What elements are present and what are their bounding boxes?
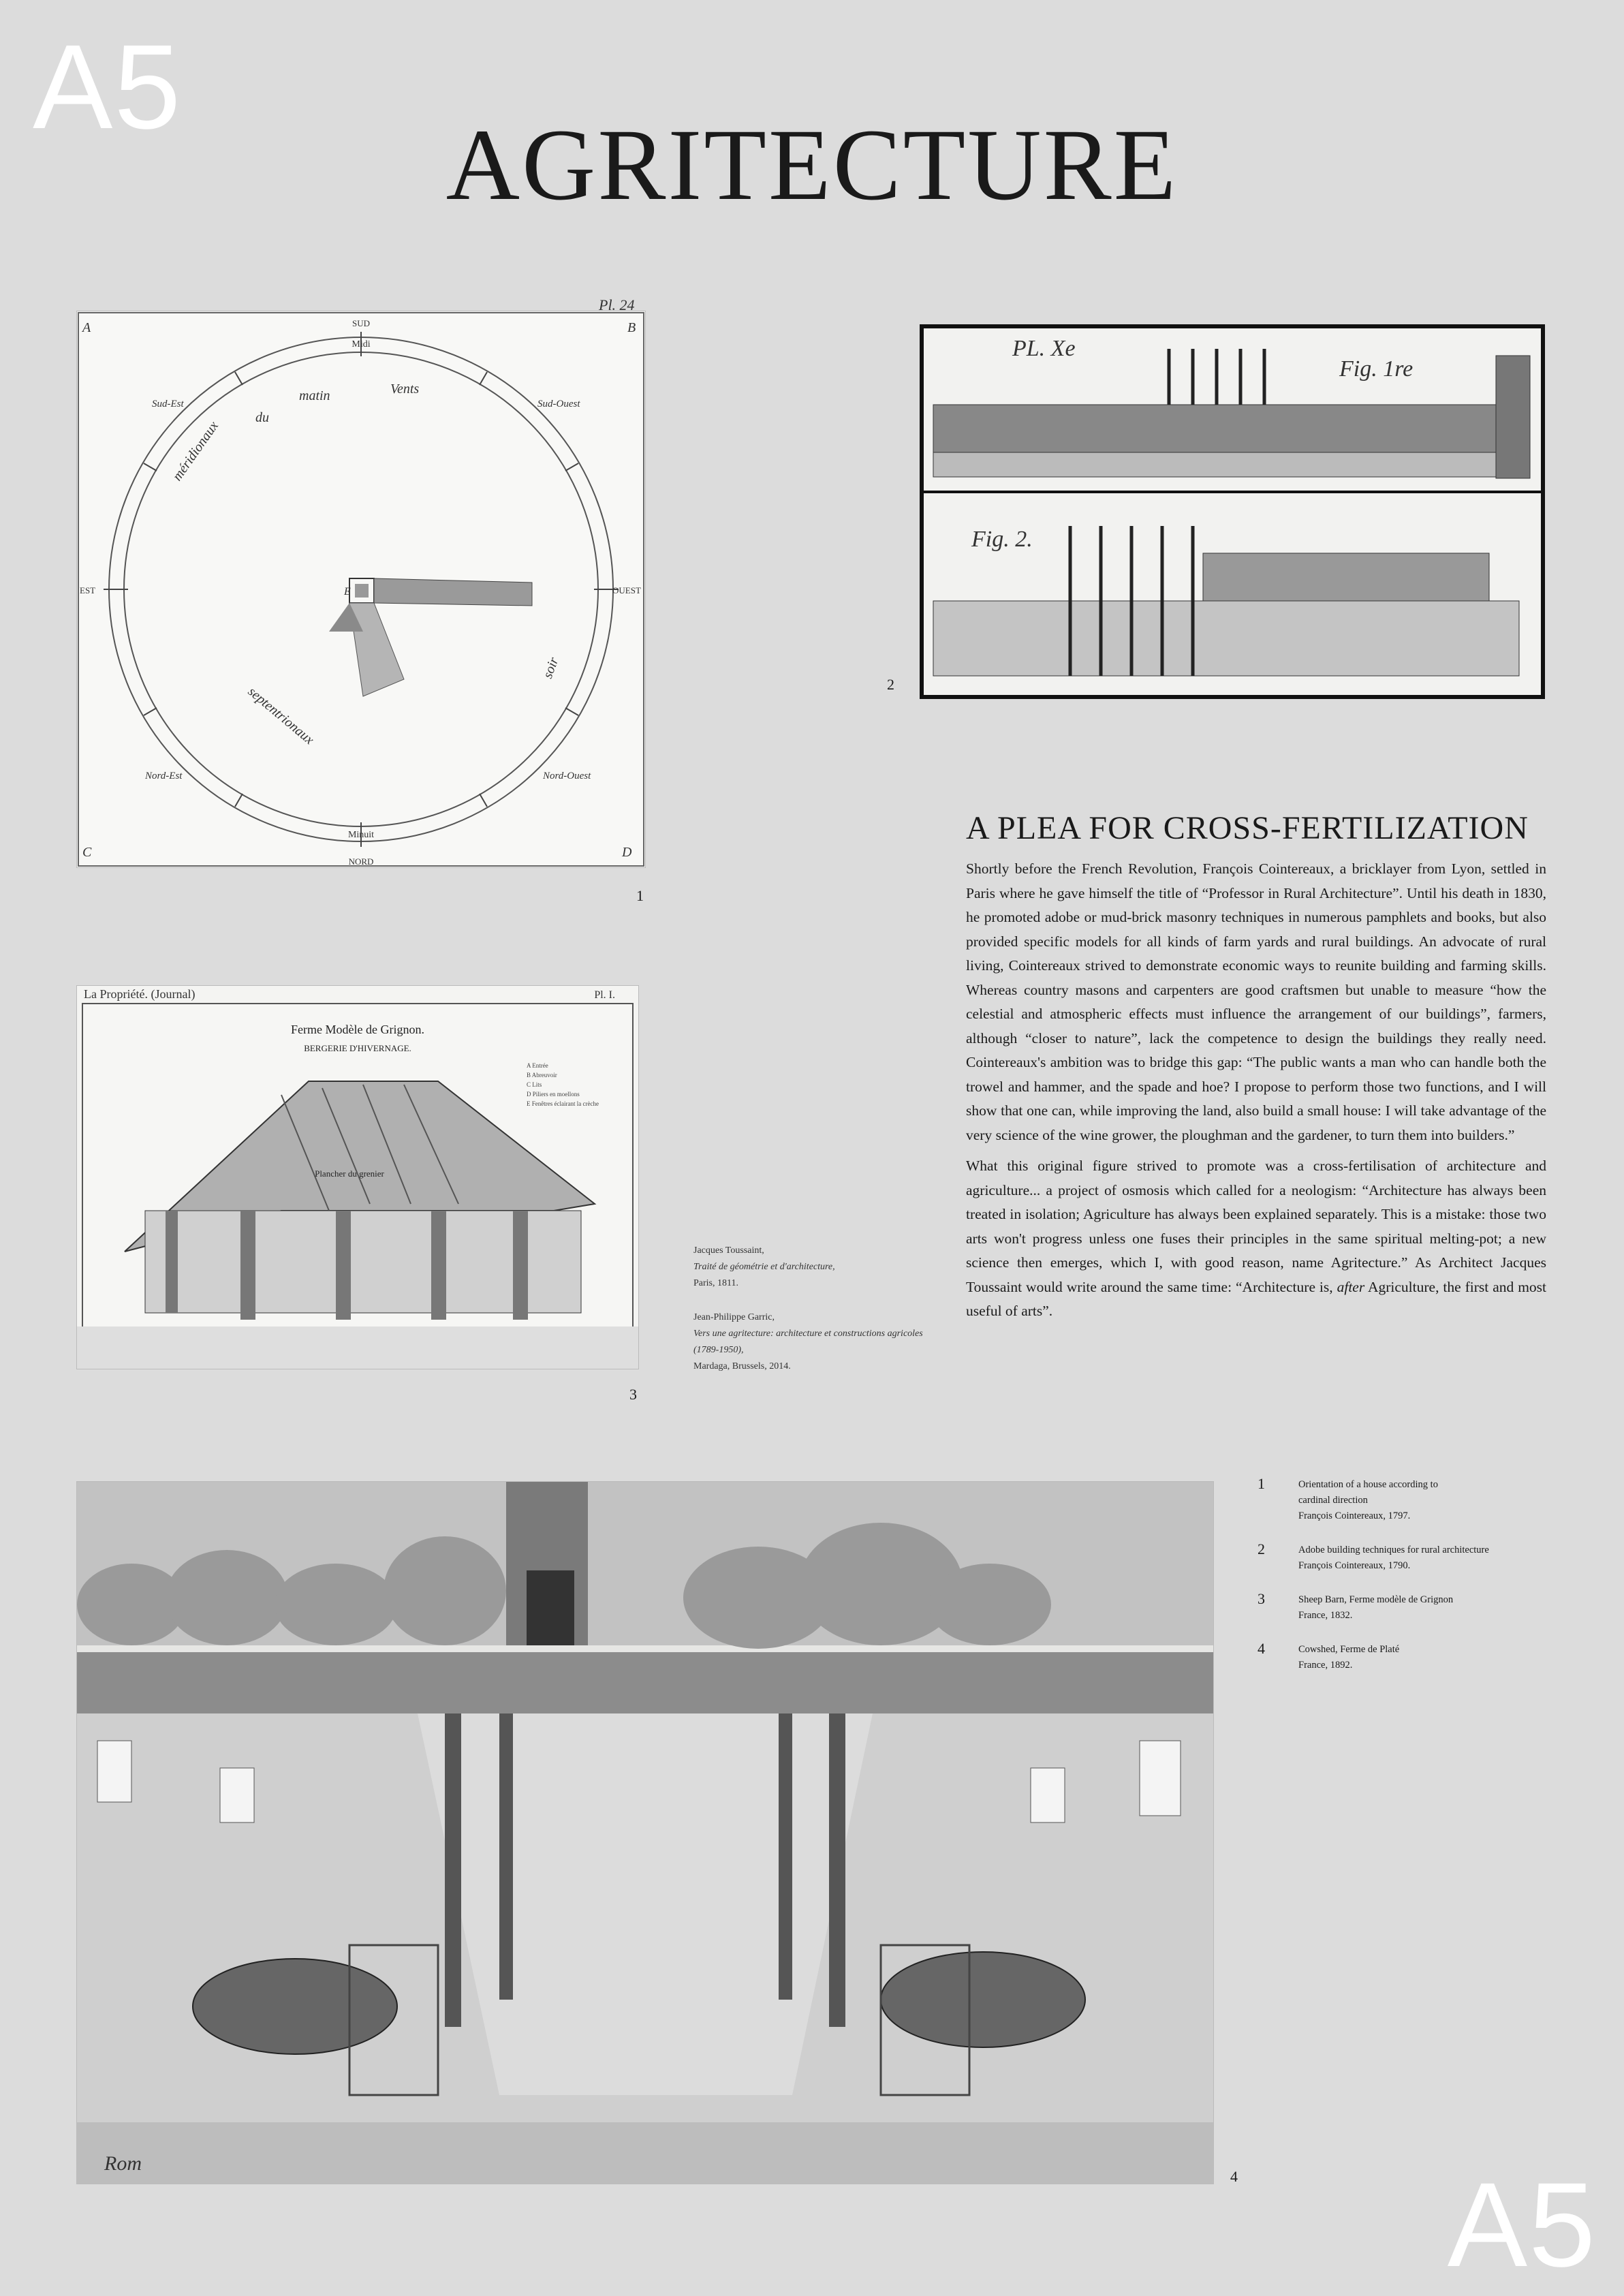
figure-caption-list xyxy=(1258,1477,1530,1692)
fig2-plate-label: PL. Xe xyxy=(1012,336,1076,361)
article-body xyxy=(966,857,1546,1331)
fig4-signature: Rom xyxy=(104,2152,142,2175)
fig3-legend-a: A Entrée xyxy=(527,1062,548,1069)
fig1-corner-d: D xyxy=(622,845,632,860)
caption-item: 2 Adobe building techniques for rural architecture François Cointereaux, 1790. xyxy=(1258,1540,1489,1571)
figure-4-cowshed-plate xyxy=(76,1481,1214,2184)
fig1-nord: NORD xyxy=(348,856,374,867)
figure-2-number: 2 xyxy=(887,676,894,693)
caption-number: 2 xyxy=(1258,1540,1265,1557)
cowshed-illustration xyxy=(77,1482,1213,2184)
compass-illustration xyxy=(77,296,645,867)
caption-number: 4 xyxy=(1258,1640,1265,1657)
figure-1-number: 1 xyxy=(636,887,644,904)
caption-number: 3 xyxy=(1258,1590,1265,1607)
fig1-nord-ouest: Nord-Ouest xyxy=(543,771,591,781)
figure-2-adobe-plate xyxy=(920,324,1545,699)
fig1-wind-matin: matin xyxy=(299,388,330,403)
article-paragraph-2: What this original figure strived to promote was a cross-fertilisation of architecture and agriculture... a project of osmosis which called for a neologism: “Architecture has always been treated in isolation; Agriculture has always been explained separately. This is a mistake: those two arts won't progress unless one fuses their principles in the same spiritual melting-pot; a new science then emerges, which I, with good reason, name Agritecture.” As Architect Jacques Toussaint would write around the same time: “Architecture is, after Agriculture, the first and most useful of arts”. xyxy=(966,1158,1547,1319)
fig1-corner-c: C xyxy=(82,845,92,860)
fig3-legend-b: B Abreuvoir xyxy=(527,1072,557,1079)
caption-item: 3 Sheep Barn, Ferme modèle de Grignon France, 1832. xyxy=(1258,1590,1454,1621)
caption-number: 1 xyxy=(1258,1475,1265,1492)
figure-3-sheep-barn-plate xyxy=(76,985,639,1369)
caption-item: 1 Orientation of a house according to cardinal direction François Cointereaux, 1797. xyxy=(1258,1475,1438,1521)
fig3-header-right: Pl. I. xyxy=(594,989,615,1001)
article-paragraph-1: Shortly before the French Revolution, François Cointereaux, a bricklayer from Lyon, settled in Paris where he gave himself the title of “Professor in Rural Architecture”. Until his death in 1830, he promoted adobe or mud-brick masonry techniques in numerous pamphlets and books, but also provided specific models for all kinds of farm yards and rural buildings. An advocate of rural living, Cointereaux strived to demonstrate economic ways to reunite building and farming skills. Whereas country masons and carpenters are good craftsmen but unable to measure “how the celestial and atmospheric effects must influence the arrangement of our buildings”, farmers, although “closer to nature”, lack the competence to design the buildings they really need. Cointereaux's ambition was to bridge this gap: “The public wants a man who can handle both the trowel and hammer, and the spade and hoe? I propose to perform those two functions, and I will show that one can, while improving the land, also build a small house: I will take advantage of the very science of the wine grower, the ploughman and the gardener, to turn them into builders.” xyxy=(966,860,1546,1143)
fig1-est: EST xyxy=(80,585,96,595)
fig3-title: Ferme Modèle de Grignon. xyxy=(291,1023,424,1036)
page-title: AGRITECTURE xyxy=(446,108,1178,221)
fig1-wind-soir: soir xyxy=(540,655,562,681)
fig2-fig1-label: Fig. 1re xyxy=(1339,356,1414,382)
adobe-illustration xyxy=(924,328,1541,695)
fig2-fig2-label: Fig. 2. xyxy=(971,527,1033,552)
corner-label-top: A5 xyxy=(33,20,183,154)
fig1-ouest: OUEST xyxy=(612,585,641,595)
figure-3-number: 3 xyxy=(629,1386,637,1403)
fig1-corner-b: B xyxy=(627,320,636,335)
fig1-nord-est: Nord-Est xyxy=(145,771,183,781)
fig3-legend-e: E Fenêtres éclairant la crèche xyxy=(527,1100,599,1107)
fig1-wind-meridionaux: méridionaux xyxy=(170,418,222,484)
fig1-plate-number: Pl. 24 xyxy=(599,296,635,313)
fig3-legend-d: D Piliers en moellons xyxy=(527,1091,580,1098)
corner-label-bottom: A5 xyxy=(1447,2158,1597,2292)
figure-4-number: 4 xyxy=(1230,2168,1238,2185)
sheep-barn-illustration xyxy=(77,986,638,1369)
fig1-wind-vents: Vents xyxy=(390,382,420,397)
fig3-floor-label: Plancher du grenier xyxy=(315,1168,384,1179)
reference-toussaint: Jacques Toussaint, Traité de géométrie et d'architecture, Paris, 1811. xyxy=(693,1245,835,1288)
fig1-sud-est: Sud-Est xyxy=(152,399,184,409)
fig1-midi: Midi xyxy=(352,339,371,350)
fig1-sud-ouest: Sud-Ouest xyxy=(537,399,580,409)
figure-1-compass-plate xyxy=(76,296,646,868)
fig3-header-left: La Propriété. (Journal) xyxy=(84,987,196,1001)
fig3-subtitle: BERGERIE D'HIVERNAGE. xyxy=(304,1043,411,1053)
article-heading: A PLEA FOR CROSS-FERTILIZATION xyxy=(966,810,1529,846)
fig1-minuit: Minuit xyxy=(347,830,375,840)
fig1-wind-du: du xyxy=(255,410,269,425)
caption-item: 4 Cowshed, Ferme de Platé France, 1892. xyxy=(1258,1640,1400,1671)
fig3-legend-c: C Lits xyxy=(527,1081,542,1088)
fig1-e-label: E xyxy=(344,586,351,598)
fig1-wind-septentrionaux: septentrionaux xyxy=(245,683,317,748)
reference-garric: Jean-Philippe Garric, Vers une agritecture: architecture et constructions agricoles (1789-1950), Mardaga, Brussels, 2014. xyxy=(693,1312,923,1371)
fig1-sud: SUD xyxy=(352,318,371,328)
fig1-corner-a: A xyxy=(82,320,91,335)
